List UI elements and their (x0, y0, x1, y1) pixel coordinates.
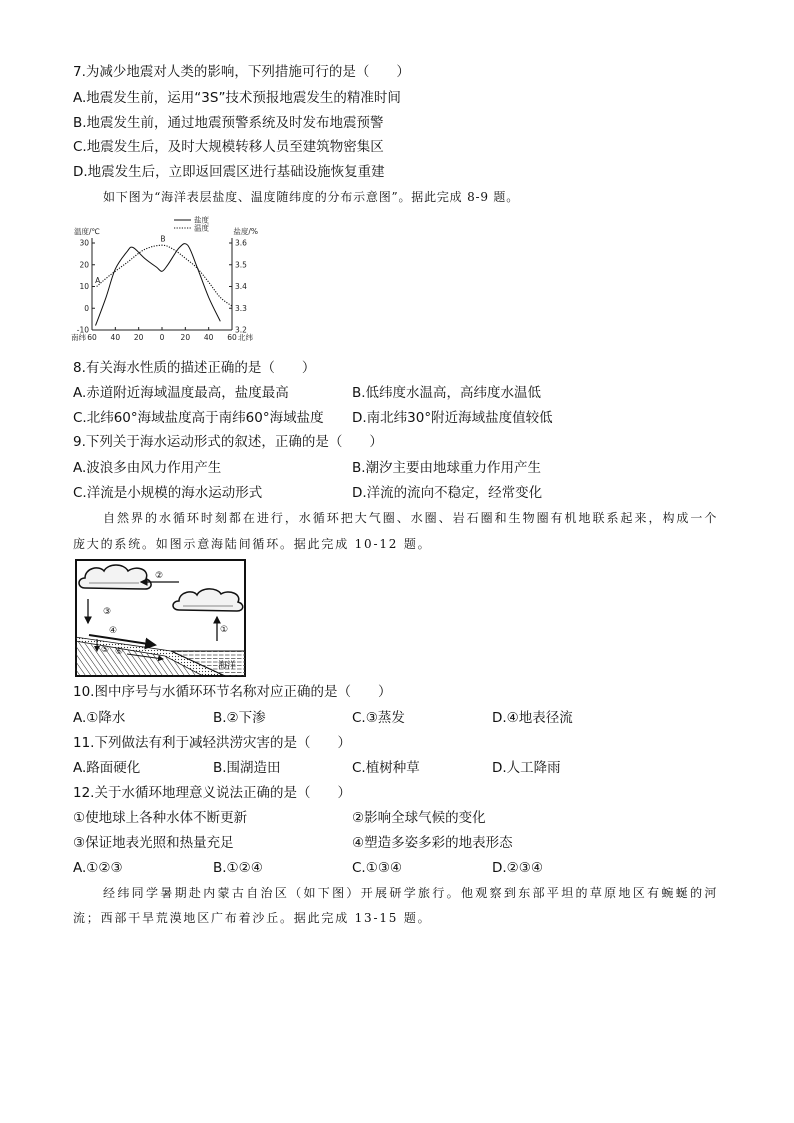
water-cycle-diagram (75, 559, 246, 677)
label-2: ② (155, 571, 164, 581)
question-9-option-a: A.波浪多由风力作用产生 (73, 460, 222, 476)
label-4: ④ (109, 626, 118, 636)
question-12-stem: 12.关于水循环地理意义说法正确的是（ ） (73, 785, 351, 801)
x-axis-tick-label: 20 (180, 333, 191, 342)
right-axis-tick-label: 3.4 (235, 282, 247, 291)
right-axis-tick-label: 3.6 (235, 238, 247, 248)
right-axis-tick-label: 3.5 (235, 260, 247, 270)
question-9-option-c: C.洋流是小规模的海水运动形式 (73, 485, 263, 501)
question-7-stem: 7.为减少地震对人类的影响，下列措施可行的是（ ） (73, 64, 410, 80)
right-axis-title: 盐度/% (233, 227, 258, 236)
question-8-stem: 8.有关海水性质的描述正确的是（ ） (73, 360, 316, 376)
salinity-temperature-chart (70, 212, 260, 347)
salinity-line (96, 244, 221, 326)
x-axis-tick-label: 60 (87, 333, 97, 342)
x-axis-tick-label: 40 (110, 333, 121, 342)
x-axis-tick-label: 0 (159, 333, 165, 342)
left-axis-title: 温度/℃ (74, 227, 100, 236)
right-axis-tick-label: 3.3 (235, 303, 247, 313)
question-8-option-d: D.南北纬30°附近海域盐度值较低 (352, 410, 553, 426)
legend-temperature-label: 温度 (194, 223, 209, 233)
question-9-stem: 9.下列关于海水运动形式的叙述，正确的是（ ） (73, 434, 383, 450)
intro-questions-13-15-line-1: 经纬同学暑期赴内蒙古自治区（如下图）开展研学旅行。他观察到东部平坦的草原地区有蜿蜒的河 (103, 886, 717, 900)
annotation-label-a: A (95, 276, 101, 285)
x-axis-label-south: 南纬 (71, 333, 86, 342)
question-8-option-c: C.北纬60°海域盐度高于南纬60°海域盐度 (73, 410, 324, 426)
question-12-statement-4: ④塑造多姿多彩的地表形态 (352, 835, 513, 851)
question-11-stem: 11.下列做法有利于减轻洪涝灾害的是（ ） (73, 735, 351, 751)
sea-label: 海洋 (217, 661, 237, 671)
question-7-option-d: D.地震发生后，立即返回震区进行基础设施恢复重建 (73, 164, 385, 180)
question-12-option-d: D.②③④ (492, 860, 543, 876)
question-11-option-c: C.植树种草 (352, 760, 420, 776)
question-8-option-a: A.赤道附近海域温度最高，盐度最高 (73, 385, 289, 401)
question-8-option-b: B.低纬度水温高，高纬度水温低 (352, 385, 542, 401)
legend-salinity-label: 盐度 (194, 215, 209, 225)
annotation-label-b: B (160, 234, 166, 244)
question-10-option-c: C.③蒸发 (352, 710, 405, 726)
question-7-option-a: A.地震发生前，运用“3S”技术预报地震发生的精准时间 (73, 90, 401, 106)
intro-questions-8-9: 如下图为“海洋表层盐度、温度随纬度的分布示意图”。据此完成 8-9 题。 (103, 190, 520, 204)
question-10-option-b: B.②下渗 (213, 710, 266, 726)
question-12-statement-3: ③保证地表光照和热量充足 (73, 835, 234, 851)
question-7-option-b: B.地震发生前，通过地震预警系统及时发布地震预警 (73, 115, 384, 131)
question-11-option-a: A.路面硬化 (73, 760, 141, 776)
question-10-stem: 10.图中序号与水循环环节名称对应正确的是（ ） (73, 684, 392, 700)
question-12-statement-1: ①使地球上各种水体不断更新 (73, 810, 248, 826)
intro-questions-10-12-line-1: 自然界的水循环时刻都在进行，水循环把大气圈、水圈、岩石圈和生物圈有机地联系起来，构成一个 (103, 511, 717, 525)
question-7-option-c: C.地震发生后，及时大规模转移人员至建筑物密集区 (73, 139, 384, 155)
left-axis-tick-label: 0 (84, 303, 89, 313)
label-3: ③ (103, 607, 112, 617)
question-11-option-b: B.围湖造田 (213, 760, 281, 776)
question-9-option-b: B.潮汐主要由地球重力作用产生 (352, 460, 542, 476)
left-axis-tick-label: -10 (76, 325, 89, 335)
question-12-option-b: B.①②④ (213, 860, 263, 876)
question-12-statement-2: ②影响全球气候的变化 (352, 810, 486, 826)
x-axis-tick-label: 20 (133, 333, 144, 342)
temperature-line (97, 245, 232, 306)
question-12-option-c: C.①③④ (352, 860, 403, 876)
right-axis-tick-label: 3.2 (235, 325, 247, 335)
left-axis-tick-label: 10 (79, 282, 89, 291)
left-axis-tick-label: 30 (79, 238, 89, 248)
question-12-option-a: A.①②③ (73, 860, 123, 876)
intro-questions-13-15-line-2: 流；西部干旱荒漠地区广布着沙丘。据此完成 13-15 题。 (73, 911, 432, 925)
question-9-option-d: D.洋流的流向不稳定，经常变化 (352, 485, 543, 501)
intro-questions-10-12-line-2: 庞大的系统。如图示意海陆间循环。据此完成 10-12 题。 (73, 537, 432, 551)
label-5: ⑤ (101, 645, 110, 655)
question-11-option-d: D.人工降雨 (492, 760, 561, 776)
left-axis-tick-label: 20 (79, 260, 89, 270)
x-axis-tick-label: 40 (203, 333, 214, 342)
label-6: ⑥ (115, 647, 124, 657)
label-1: ① (220, 625, 229, 635)
question-10-option-a: A.①降水 (73, 710, 126, 726)
x-axis-tick-label: 60 (227, 333, 237, 342)
question-10-option-d: D.④地表径流 (492, 710, 573, 726)
x-axis-label-north: 北纬 (238, 333, 253, 342)
